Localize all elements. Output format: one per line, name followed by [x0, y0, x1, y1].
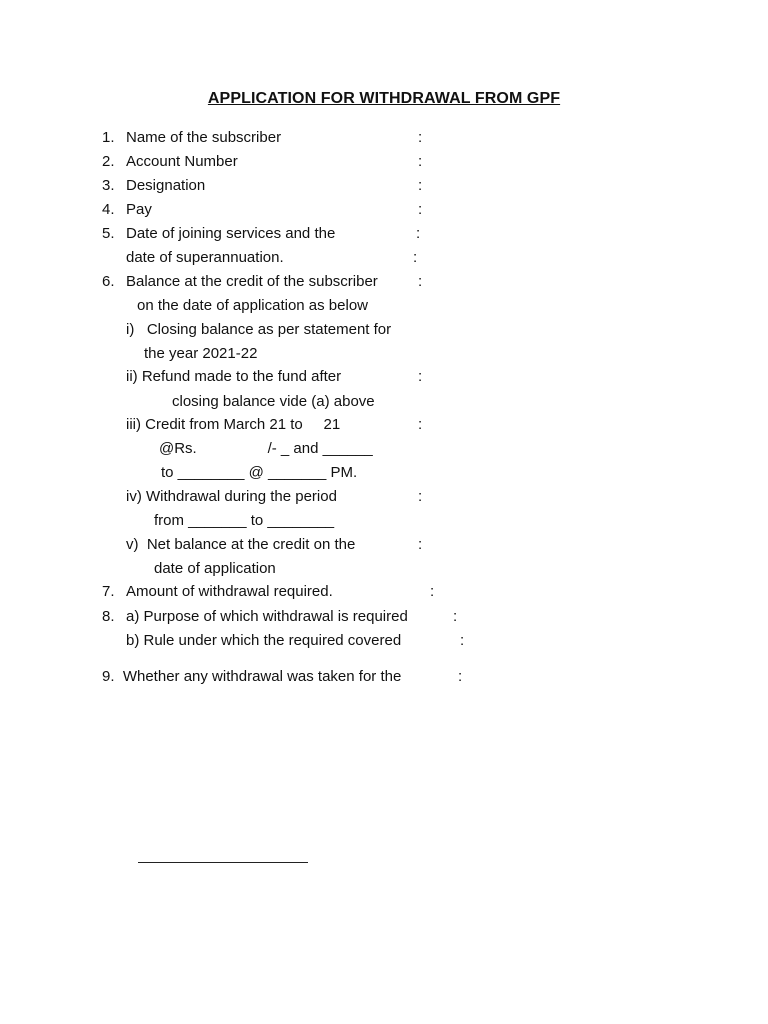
- item-8b-colon: :: [460, 632, 465, 649]
- item-8b-label: b) Rule under which the required covered: [126, 632, 402, 649]
- item-6-iv-period-line: from _______ to ________: [154, 512, 335, 529]
- item-8-number: 8.: [102, 608, 115, 625]
- item-6-ii-label-cont: closing balance vide (a) above: [172, 393, 375, 410]
- item-6-iv-colon: :: [418, 488, 423, 505]
- item-8a-colon: :: [453, 608, 458, 625]
- item-6-v-label-cont: date of application: [154, 560, 276, 577]
- item-8a-label: a) Purpose of which withdrawal is required: [126, 608, 408, 625]
- item-6-number: 6.: [102, 273, 115, 290]
- item-6-v-label: v) Net balance at the credit on the: [126, 536, 356, 553]
- item-5b-colon: :: [413, 249, 418, 266]
- item-1-colon: :: [418, 129, 423, 146]
- item-6-iii-label: iii) Credit from March 21 to 21: [126, 416, 341, 433]
- item-6-v-colon: :: [418, 536, 423, 553]
- item-7-label: Amount of withdrawal required.: [126, 583, 333, 600]
- item-5-number: 5.: [102, 225, 115, 242]
- signature-line: [138, 862, 308, 863]
- item-6-colon: :: [418, 273, 423, 290]
- item-4-label: Pay: [126, 201, 152, 218]
- item-9-colon: :: [458, 668, 463, 685]
- item-6-ii-colon: :: [418, 368, 423, 385]
- item-5-colon: :: [416, 225, 421, 242]
- item-4-colon: :: [418, 201, 423, 218]
- item-4-number: 4.: [102, 201, 115, 218]
- item-1-label: Name of the subscriber: [126, 129, 282, 146]
- item-6-i-label: i) Closing balance as per statement for: [126, 321, 392, 338]
- item-6-iii-period-line: to ________ @ _______ PM.: [161, 464, 358, 481]
- item-5-label-cont: date of superannuation.: [126, 249, 284, 266]
- item-7-colon: :: [430, 583, 435, 600]
- item-7-number: 7.: [102, 583, 115, 600]
- item-1-number: 1.: [102, 129, 115, 146]
- item-5-label: Date of joining services and the: [126, 225, 336, 242]
- item-3-label: Designation: [126, 177, 206, 194]
- item-3-number: 3.: [102, 177, 115, 194]
- item-6-i-label-cont: the year 2021-22: [144, 345, 258, 362]
- item-2-label: Account Number: [126, 153, 238, 170]
- item-2-colon: :: [418, 153, 423, 170]
- item-6-label: Balance at the credit of the subscriber: [126, 273, 378, 290]
- item-2-number: 2.: [102, 153, 115, 170]
- item-6-label-cont: on the date of application as below: [137, 297, 368, 314]
- item-6-iii-colon: :: [418, 416, 423, 433]
- item-9-label: 9. Whether any withdrawal was taken for the: [102, 668, 402, 685]
- item-6-iii-rate-line: @Rs. /- _ and ______: [159, 440, 373, 457]
- form-title: APPLICATION FOR WITHDRAWAL FROM GPF: [207, 90, 561, 107]
- item-3-colon: :: [418, 177, 423, 194]
- item-6-iv-label: iv) Withdrawal during the period: [126, 488, 337, 505]
- item-6-ii-label: ii) Refund made to the fund after: [126, 368, 342, 385]
